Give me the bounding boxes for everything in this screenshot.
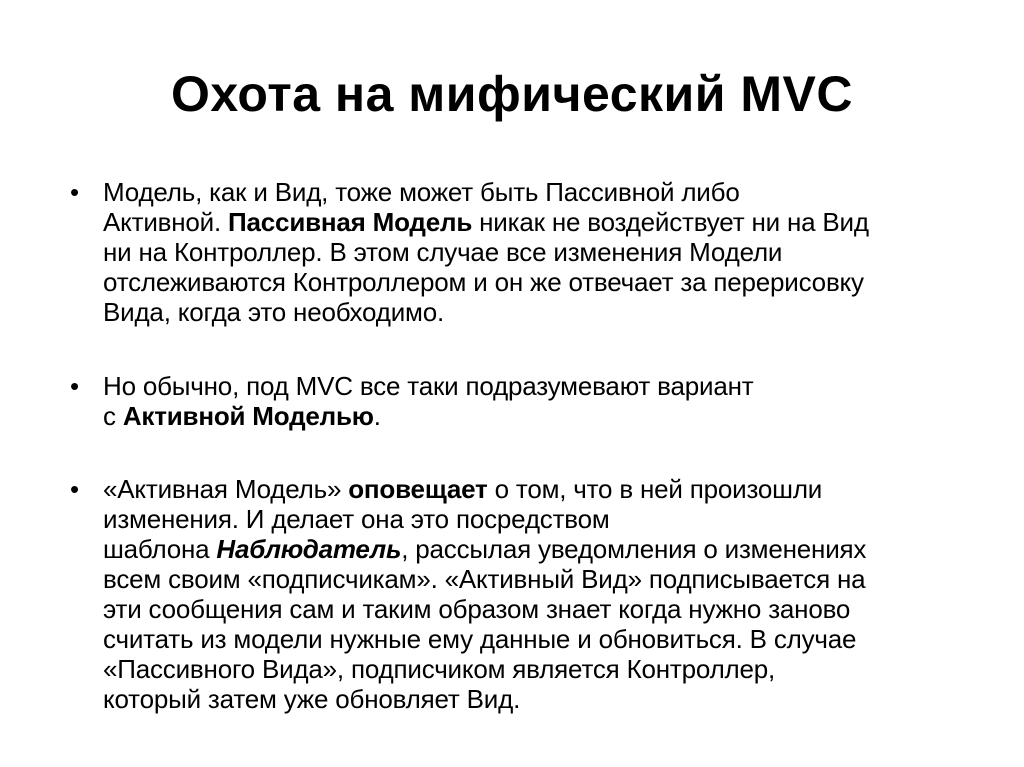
text-run: отслеживаются Контроллером и он же отвечает за перерисовку bbox=[103, 267, 864, 297]
bullet-dot-icon: • bbox=[70, 474, 79, 504]
text-run: всем своим «подписчикам». «Активный Вид» подписывается на bbox=[103, 564, 866, 594]
text-line bbox=[103, 594, 970, 624]
text-line bbox=[103, 654, 970, 684]
text-line bbox=[103, 401, 970, 431]
bullet-item bbox=[70, 371, 970, 431]
text-line bbox=[103, 474, 970, 504]
bold-term: Активной Моделью bbox=[122, 401, 374, 431]
text-line bbox=[103, 624, 970, 654]
slide-title: Охота на мифический MVC bbox=[170, 66, 854, 122]
text-run: о том, что в ней произошли bbox=[487, 474, 823, 504]
text-line bbox=[103, 207, 970, 237]
text-line bbox=[103, 564, 970, 594]
text-run: Модель, как и Вид, тоже может быть Пассивной либо bbox=[103, 177, 740, 207]
bullet-dot-icon: • bbox=[70, 371, 79, 401]
text-run: «Активная Модель» bbox=[103, 474, 349, 504]
text-line bbox=[103, 371, 970, 401]
bold-italic-term: Наблюдатель bbox=[216, 534, 402, 564]
bold-term: оповещает bbox=[348, 474, 488, 504]
text-line bbox=[103, 297, 970, 327]
bullet-dot-icon: • bbox=[70, 177, 79, 207]
bullet-item bbox=[70, 474, 970, 714]
text-run: Вида, когда это необходимо. bbox=[103, 297, 444, 327]
text-run: который затем уже обновляет Вид. bbox=[103, 684, 521, 714]
text-run: Активной. bbox=[103, 207, 229, 237]
bold-term: Пассивная Модель bbox=[228, 207, 473, 237]
text-run: изменения. И делает она это посредством bbox=[103, 504, 610, 534]
text-line bbox=[103, 504, 970, 534]
text-run: , рассылая уведомления о изменениях bbox=[401, 534, 867, 564]
text-line bbox=[103, 534, 970, 564]
text-run: «Пассивного Вида», подписчиком является Контроллер, bbox=[103, 654, 776, 684]
text-run: никак не воздействует ни на Вид bbox=[472, 207, 869, 237]
text-run: шаблона bbox=[103, 534, 217, 564]
bullet-list bbox=[70, 177, 970, 714]
text-run: эти сообщения сам и таким образом знает когда нужно заново bbox=[103, 594, 851, 624]
text-line bbox=[103, 177, 970, 207]
text-run: Но обычно, под MVC все таки подразумевают вариант bbox=[103, 371, 754, 401]
text-line bbox=[103, 237, 970, 267]
text-run: ни на Контроллер. В этом случае все изменения Модели bbox=[103, 237, 783, 267]
text-run: . bbox=[373, 401, 381, 431]
text-run: считать из модели нужные ему данные и обновиться. В случае bbox=[103, 624, 857, 654]
text-line bbox=[103, 684, 970, 714]
bullet-item bbox=[70, 177, 970, 327]
text-line bbox=[103, 267, 970, 297]
text-run: с bbox=[103, 401, 123, 431]
